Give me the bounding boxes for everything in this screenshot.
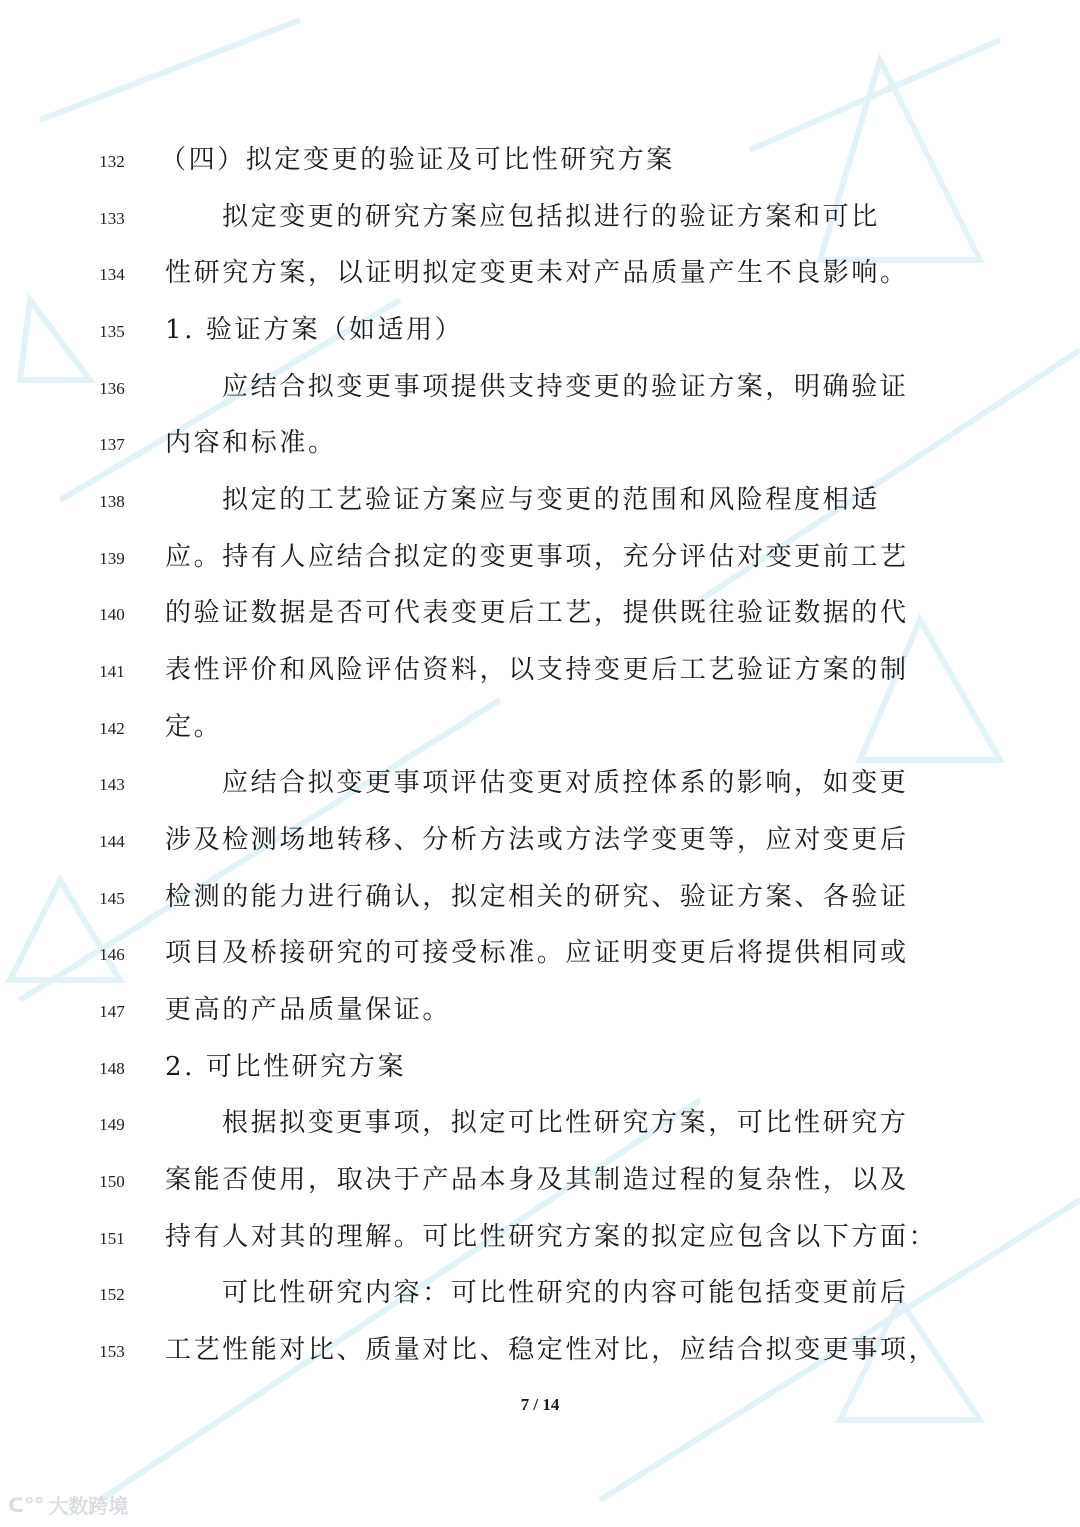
line-number: 150 <box>99 1172 125 1192</box>
line-number: 133 <box>99 208 125 228</box>
document-line <box>0 197 1080 237</box>
line-text: 拟定的工艺验证方案应与变更的范围和风险程度相适 <box>222 485 880 516</box>
line-number: 145 <box>99 888 125 908</box>
line-text: 可比性研究内容：可比性研究的内容可能包括变更前后 <box>222 1278 909 1309</box>
document-line <box>0 593 1080 633</box>
watermark-logo <box>8 1490 128 1519</box>
document-line <box>0 253 1080 293</box>
line-number: 141 <box>99 662 125 682</box>
line-number: 148 <box>99 1058 125 1078</box>
line-text: 内容和标准。 <box>165 428 337 459</box>
line-text: 应。持有人应结合拟定的变更事项，充分评估对变更前工艺 <box>165 541 909 572</box>
line-number: 134 <box>99 265 125 285</box>
line-number: 152 <box>99 1285 125 1305</box>
line-text: 性研究方案，以证明拟定变更未对产品质量产生不良影响。 <box>165 258 909 289</box>
document-line <box>0 537 1080 577</box>
line-text: 根据拟变更事项，拟定可比性研究方案，可比性研究方 <box>222 1108 909 1139</box>
page-number: 7 / 14 <box>520 1395 560 1414</box>
document-line <box>0 1047 1080 1087</box>
line-number: 144 <box>99 832 125 852</box>
document-line <box>0 140 1080 180</box>
logo-icon: ᑕ°° <box>8 1492 45 1517</box>
line-text: 检测的能力进行确认，拟定相关的研究、验证方案、各验证 <box>165 881 909 912</box>
line-text: 应结合拟变更事项提供支持变更的验证方案，明确验证 <box>222 371 909 402</box>
document-line <box>0 763 1080 803</box>
document-line <box>0 1273 1080 1313</box>
line-text: 的验证数据是否可代表变更后工艺，提供既往验证数据的代 <box>165 598 909 629</box>
section-heading: 2. 可比性研究方案 <box>165 1051 407 1082</box>
line-number: 151 <box>99 1228 125 1248</box>
line-text: 项目及桥接研究的可接受标准。应证明变更后将提供相同或 <box>165 938 909 969</box>
document-line <box>0 367 1080 407</box>
document-line <box>0 820 1080 860</box>
document-line <box>0 310 1080 350</box>
line-number: 139 <box>99 548 125 568</box>
line-text: 表性评价和风险评估资料，以支持变更后工艺验证方案的制 <box>165 655 909 686</box>
line-text: 定。 <box>165 711 223 742</box>
line-number: 143 <box>99 775 125 795</box>
line-text: 更高的产品质量保证。 <box>165 995 452 1026</box>
document-line <box>0 707 1080 747</box>
document-line <box>0 1160 1080 1200</box>
line-text: 涉及检测场地转移、分析方法或方法学变更等，应对变更后 <box>165 825 909 856</box>
document-line <box>0 1103 1080 1143</box>
line-number: 135 <box>99 322 125 341</box>
line-number: 146 <box>99 945 125 965</box>
line-number: 142 <box>99 718 125 738</box>
document-line <box>0 990 1080 1030</box>
line-number: 153 <box>99 1342 125 1362</box>
line-number: 138 <box>99 492 125 512</box>
document-line <box>0 933 1080 973</box>
section-heading: （四）拟定变更的验证及可比性研究方案 <box>160 145 675 175</box>
document-line <box>0 1330 1080 1370</box>
line-text: 工艺性能对比、质量对比、稳定性对比，应结合拟变更事项， <box>165 1335 938 1366</box>
logo-text: 大数跨境 <box>48 1494 129 1518</box>
line-number: 136 <box>99 378 125 398</box>
line-number: 137 <box>99 435 125 455</box>
document-line <box>0 423 1080 463</box>
document-line <box>0 877 1080 917</box>
document-line <box>0 480 1080 520</box>
line-number: 132 <box>99 152 125 171</box>
section-heading: 1. 验证方案（如适用） <box>165 315 464 345</box>
line-number: 140 <box>99 605 125 625</box>
line-text: 案能否使用，取决于产品本身及其制造过程的复杂性，以及 <box>165 1165 909 1196</box>
line-number: 147 <box>99 1002 125 1022</box>
document-line <box>0 650 1080 690</box>
line-text: 持有人对其的理解。可比性研究方案的拟定应包含以下方面： <box>165 1221 938 1252</box>
line-text: 应结合拟变更事项评估变更对质控体系的影响，如变更 <box>222 768 909 799</box>
line-number: 149 <box>99 1115 125 1135</box>
document-line <box>0 1217 1080 1257</box>
line-text: 拟定变更的研究方案应包括拟进行的验证方案和可比 <box>222 201 880 232</box>
